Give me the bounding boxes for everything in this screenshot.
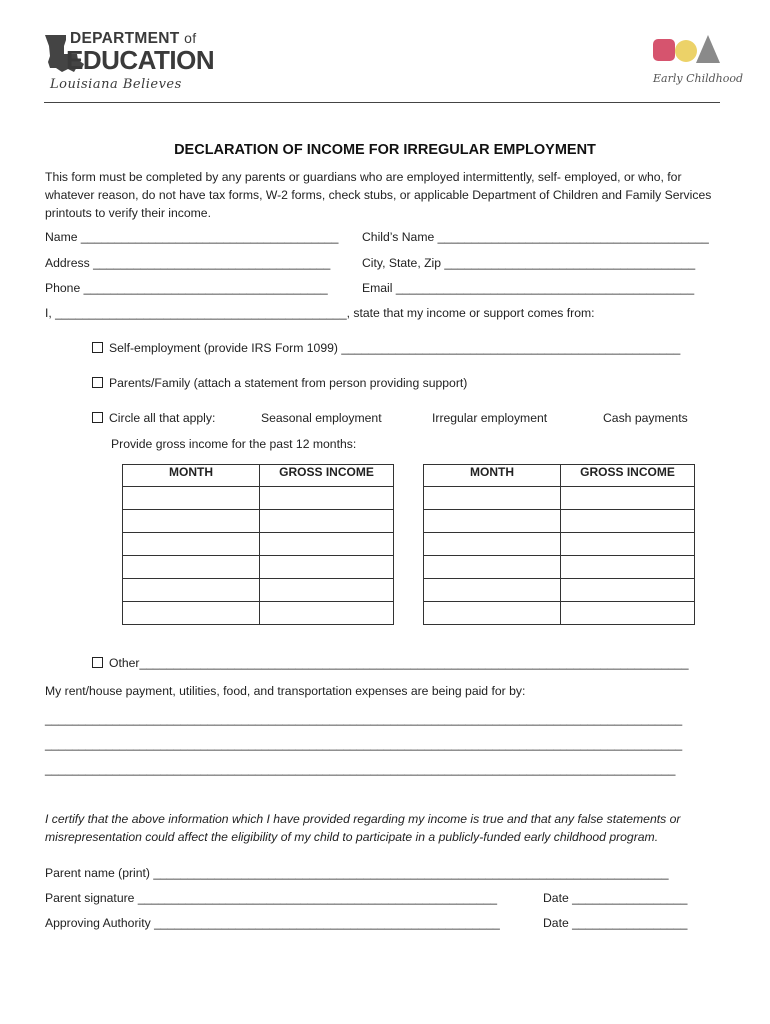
table-row — [123, 533, 394, 556]
income-cell[interactable] — [561, 579, 695, 602]
month-cell[interactable] — [424, 533, 561, 556]
certification-statement: I certify that the above information which I have provided regarding my income is true and that any false statements or misrepresentation could affect the eligibility of my child to participate in a publicly-funded early childhood program. — [45, 812, 681, 844]
income-cell[interactable] — [561, 533, 695, 556]
month-cell[interactable] — [424, 510, 561, 533]
income-cell[interactable] — [260, 533, 394, 556]
other-checkbox[interactable] — [92, 657, 103, 668]
expense-line-3[interactable]: _____________________________________________________________________________________________ — [45, 762, 676, 776]
income-cell[interactable] — [561, 510, 695, 533]
city-state-zip-field[interactable]: City, State, Zip _____________________________________ — [362, 256, 696, 270]
approving-date-field[interactable]: Date _________________ — [543, 916, 688, 930]
form-intro: This form must be completed by any parents or guardians who are employed intermittently, self- employed, or who, for whatever reason, do not have tax forms, W-2 forms, check stubs, or applicable Department of Children and Family Services printouts to verify their income. — [45, 170, 712, 220]
seasonal-employment-choice[interactable]: Seasonal employment — [261, 411, 382, 425]
table-row — [424, 579, 695, 602]
name-field[interactable]: Name ______________________________________ — [45, 230, 339, 244]
circle-all-option[interactable]: Circle all that apply: — [92, 411, 215, 425]
income-table-left — [122, 464, 394, 625]
income-cell[interactable] — [260, 487, 394, 510]
table-row — [123, 487, 394, 510]
early-childhood-logo-icon — [650, 33, 722, 69]
table-row — [424, 533, 695, 556]
doe-name-education: EDUCATION — [66, 45, 215, 75]
month-cell[interactable] — [123, 510, 260, 533]
parents-family-option[interactable]: Parents/Family (attach a statement from person providing support) — [92, 376, 467, 390]
table-row — [424, 556, 695, 579]
doe-name-top: DEPARTMENT of — [70, 30, 197, 47]
income-cell[interactable] — [561, 487, 695, 510]
table-row — [123, 510, 394, 533]
irregular-employment-choice[interactable]: Irregular employment — [432, 411, 548, 425]
statement-line[interactable]: I, ___________________________________________, state that my income or support comes from: — [45, 306, 595, 320]
month-cell[interactable] — [123, 579, 260, 602]
self-employment-checkbox[interactable] — [92, 342, 103, 353]
month-cell[interactable] — [424, 579, 561, 602]
other-option[interactable]: Other_________________________________________________________________________________ — [92, 656, 689, 670]
month-header: MONTH — [424, 465, 561, 487]
cash-payments-choice[interactable]: Cash payments — [603, 411, 688, 425]
gross-income-header: GROSS INCOME — [561, 465, 695, 487]
address-field[interactable]: Address ___________________________________ — [45, 256, 331, 270]
month-cell[interactable] — [424, 556, 561, 579]
income-cell[interactable] — [561, 556, 695, 579]
table-row — [123, 602, 394, 625]
income-cell[interactable] — [260, 602, 394, 625]
early-childhood-logo-text: Early Childhood — [653, 72, 744, 85]
email-field[interactable]: Email ____________________________________________ — [362, 281, 695, 295]
income-cell[interactable] — [561, 602, 695, 625]
income-table-right — [423, 464, 695, 625]
month-cell[interactable] — [123, 556, 260, 579]
parents-family-checkbox[interactable] — [92, 377, 103, 388]
month-header: MONTH — [123, 465, 260, 487]
month-cell[interactable] — [123, 602, 260, 625]
income-cell[interactable] — [260, 510, 394, 533]
header-divider — [44, 102, 720, 103]
month-cell[interactable] — [424, 602, 561, 625]
form-title: DECLARATION OF INCOME FOR IRREGULAR EMPLOYMENT — [174, 142, 596, 158]
expense-line-2[interactable]: ______________________________________________________________________________________________ — [45, 737, 683, 751]
phone-field[interactable]: Phone ____________________________________ — [45, 281, 328, 295]
income-cell[interactable] — [260, 579, 394, 602]
expenses-prompt: My rent/house payment, utilities, food, and transportation expenses are being paid for by: — [45, 684, 526, 698]
income-cell[interactable] — [260, 556, 394, 579]
self-employment-option[interactable]: Self-employment (provide IRS Form 1099) __________________________________________________ — [92, 341, 680, 355]
table-row — [424, 510, 695, 533]
month-cell[interactable] — [123, 487, 260, 510]
doe-tagline: Louisiana Believes — [50, 77, 182, 92]
table-row — [424, 487, 695, 510]
month-cell[interactable] — [424, 487, 561, 510]
table-row — [123, 579, 394, 602]
circle-all-checkbox[interactable] — [92, 412, 103, 423]
child-name-field[interactable]: Child’s Name ________________________________________ — [362, 230, 709, 244]
gross-income-header: GROSS INCOME — [260, 465, 394, 487]
month-cell[interactable] — [123, 533, 260, 556]
table-row — [424, 602, 695, 625]
parent-signature-field[interactable]: Parent signature _____________________________________________________ — [45, 891, 498, 905]
approving-authority-field[interactable]: Approving Authority ___________________________________________________ — [45, 916, 500, 930]
parent-date-field[interactable]: Date _________________ — [543, 891, 688, 905]
gross-income-prompt: Provide gross income for the past 12 months: — [111, 437, 357, 451]
table-row — [123, 556, 394, 579]
parent-name-field[interactable]: Parent name (print) ____________________________________________________________________________ — [45, 866, 669, 880]
expense-line-1[interactable]: ______________________________________________________________________________________________ — [45, 712, 683, 726]
